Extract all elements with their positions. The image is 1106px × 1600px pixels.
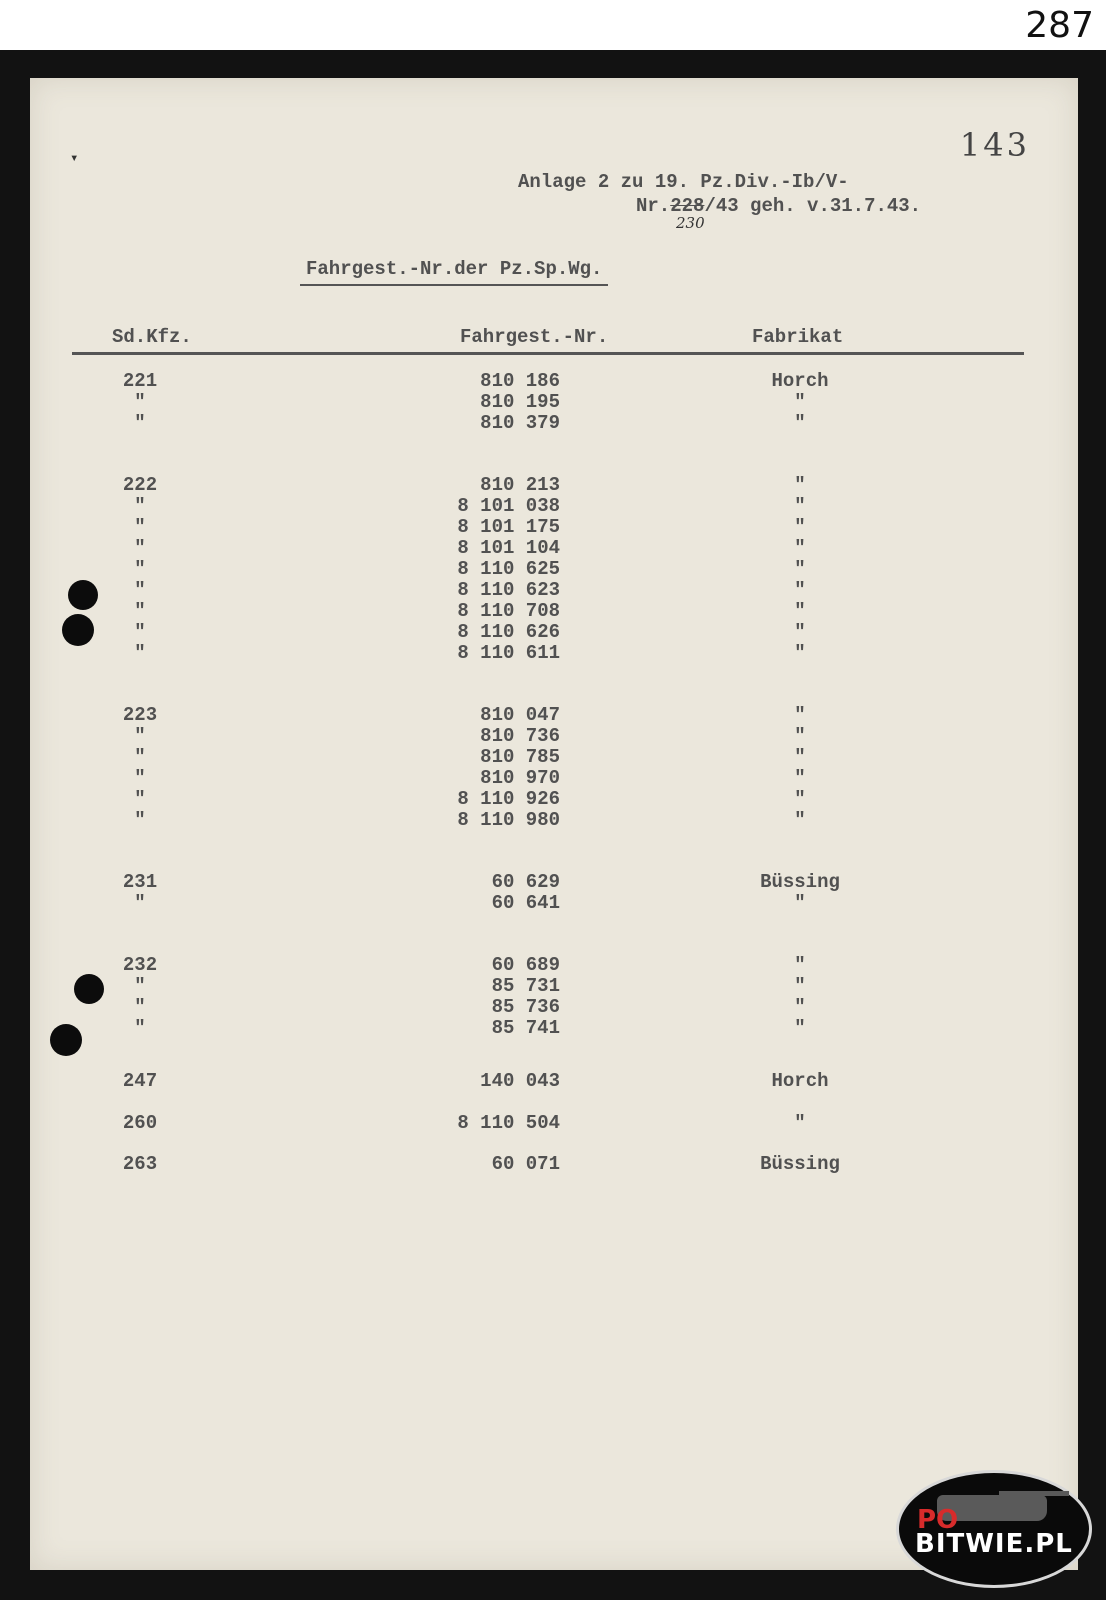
cell-sdkfz: " [134, 516, 146, 538]
table-row [30, 746, 1078, 768]
table-row [30, 1070, 1078, 1092]
page-number: 287 [1025, 5, 1094, 46]
struck-number: 228 [670, 195, 705, 217]
cell-sdkfz: 223 [122, 704, 158, 726]
cell-sdkfz: " [134, 412, 146, 434]
table-row [30, 704, 1078, 726]
cell-fahrgest-nr: 810 186 [480, 370, 560, 392]
cell-sdkfz: " [134, 767, 146, 789]
cell-fabrikat: " [794, 704, 806, 726]
cell-fahrgest-nr: 810 736 [480, 725, 560, 747]
cell-fabrikat: " [794, 725, 806, 747]
cell-sdkfz: " [134, 600, 146, 622]
table-row [30, 474, 1078, 496]
document-sheet [30, 78, 1078, 1570]
table-row [30, 892, 1078, 914]
cell-fahrgest-nr: 60 629 [491, 871, 560, 893]
cell-sdkfz: " [134, 809, 146, 831]
column-sdkfz: Sd.Kfz. [112, 326, 192, 348]
cell-fahrgest-nr: 8 101 175 [457, 516, 560, 538]
cell-fabrikat: " [794, 558, 806, 580]
table-row [30, 871, 1078, 893]
document-subject: Fahrgest.-Nr.der Pz.Sp.Wg. [300, 258, 608, 286]
cell-fahrgest-nr: 8 101 038 [457, 495, 560, 517]
cell-fabrikat: " [794, 579, 806, 601]
cell-sdkfz: " [134, 892, 146, 914]
table-row [30, 996, 1078, 1018]
cell-fabrikat: " [794, 391, 806, 413]
cell-fahrgest-nr: 810 195 [480, 391, 560, 413]
cell-fahrgest-nr: 8 110 926 [457, 788, 560, 810]
cell-sdkfz: " [134, 1017, 146, 1039]
table-row [30, 621, 1078, 643]
cell-fahrgest-nr: 60 689 [491, 954, 560, 976]
cell-sdkfz: 231 [122, 871, 158, 893]
cell-fahrgest-nr: 85 741 [491, 1017, 560, 1039]
table-row [30, 495, 1078, 517]
cell-fahrgest-nr: 810 213 [480, 474, 560, 496]
table-row [30, 1017, 1078, 1039]
cell-fabrikat: " [794, 495, 806, 517]
reference-line-1: Anlage 2 zu 19. Pz.Div.-Ib/V- [518, 171, 849, 193]
tank-barrel-icon [999, 1491, 1069, 1496]
cell-sdkfz: " [134, 788, 146, 810]
handwritten-correction: 230 [676, 214, 705, 232]
cell-fabrikat: " [794, 954, 806, 976]
cell-fahrgest-nr: 8 110 626 [457, 621, 560, 643]
punch-hole [50, 1024, 82, 1056]
scan-frame [0, 50, 1106, 1600]
cell-fahrgest-nr: 8 110 504 [457, 1112, 560, 1134]
document-reference [518, 170, 921, 218]
cell-fahrgest-nr: 8 110 625 [457, 558, 560, 580]
cell-fabrikat: Horch [771, 370, 829, 392]
table-row [30, 537, 1078, 559]
table-row [30, 788, 1078, 810]
cell-fahrgest-nr: 8 110 611 [457, 642, 560, 664]
cell-fahrgest-nr: 810 047 [480, 704, 560, 726]
cell-fabrikat: " [794, 1112, 806, 1134]
cell-fabrikat: " [794, 746, 806, 768]
cell-fahrgest-nr: 140 043 [480, 1070, 560, 1092]
cell-fabrikat: " [794, 537, 806, 559]
cell-sdkfz: 232 [122, 954, 158, 976]
cell-fahrgest-nr: 60 071 [491, 1153, 560, 1175]
table-row [30, 1153, 1078, 1175]
table-header [72, 326, 1024, 355]
cell-sdkfz: " [134, 621, 146, 643]
table-row [30, 558, 1078, 580]
cell-sdkfz: 221 [122, 370, 158, 392]
cell-sdkfz: 260 [122, 1112, 158, 1134]
cell-sdkfz: " [134, 495, 146, 517]
cell-sdkfz: " [134, 725, 146, 747]
margin-mark: ▾ [70, 151, 79, 167]
table-row [30, 767, 1078, 789]
cell-sdkfz: 222 [122, 474, 158, 496]
cell-fahrgest-nr: 60 641 [491, 892, 560, 914]
cell-fabrikat: Büssing [760, 871, 840, 893]
table-row [30, 725, 1078, 747]
cell-fahrgest-nr: 810 785 [480, 746, 560, 768]
cell-fahrgest-nr: 8 110 980 [457, 809, 560, 831]
cell-fabrikat: " [794, 1017, 806, 1039]
cell-fabrikat: Horch [771, 1070, 829, 1092]
table-row [30, 809, 1078, 831]
cell-fahrgest-nr: 8 110 708 [457, 600, 560, 622]
cell-fabrikat: " [794, 642, 806, 664]
column-fahrgest-nr: Fahrgest.-Nr. [460, 326, 609, 348]
cell-fabrikat: " [794, 600, 806, 622]
cell-fabrikat: " [794, 412, 806, 434]
cell-sdkfz: " [134, 996, 146, 1018]
cell-fabrikat: " [794, 474, 806, 496]
cell-fabrikat: " [794, 788, 806, 810]
table-row [30, 1112, 1078, 1134]
table-row [30, 391, 1078, 413]
cell-fahrgest-nr: 85 731 [491, 975, 560, 997]
cell-fahrgest-nr: 810 970 [480, 767, 560, 789]
cell-fahrgest-nr: 810 379 [480, 412, 560, 434]
cell-fahrgest-nr: 8 101 104 [457, 537, 560, 559]
table-row [30, 516, 1078, 538]
cell-sdkfz: " [134, 391, 146, 413]
column-fabrikat: Fabrikat [752, 326, 844, 348]
table-row [30, 600, 1078, 622]
cell-sdkfz: 263 [122, 1153, 158, 1175]
cell-sdkfz: " [134, 537, 146, 559]
cell-fahrgest-nr: 8 110 623 [457, 579, 560, 601]
cell-fabrikat: " [794, 767, 806, 789]
cell-sdkfz: " [134, 642, 146, 664]
table-row [30, 642, 1078, 664]
table-row [30, 412, 1078, 434]
table-row [30, 370, 1078, 392]
cell-fabrikat: " [794, 975, 806, 997]
folio-number: 143 [959, 126, 1030, 164]
cell-sdkfz: " [134, 558, 146, 580]
punch-hole [74, 974, 104, 1004]
cell-fabrikat: " [794, 809, 806, 831]
reference-line-2: Nr.228/43 geh. v.31.7.43. [636, 195, 922, 217]
pobitwie-logo: PO BITWIE.PL [896, 1470, 1092, 1588]
table-row [30, 579, 1078, 601]
punch-hole [62, 614, 94, 646]
punch-hole [68, 580, 98, 610]
cell-fabrikat: " [794, 996, 806, 1018]
cell-fahrgest-nr: 85 736 [491, 996, 560, 1018]
cell-sdkfz: " [134, 746, 146, 768]
cell-fabrikat: Büssing [760, 1153, 840, 1175]
cell-fabrikat: " [794, 892, 806, 914]
cell-sdkfz: 247 [122, 1070, 158, 1092]
table-row [30, 954, 1078, 976]
cell-sdkfz: " [134, 975, 146, 997]
cell-fabrikat: " [794, 516, 806, 538]
cell-sdkfz: " [134, 579, 146, 601]
cell-fabrikat: " [794, 621, 806, 643]
table-row [30, 975, 1078, 997]
